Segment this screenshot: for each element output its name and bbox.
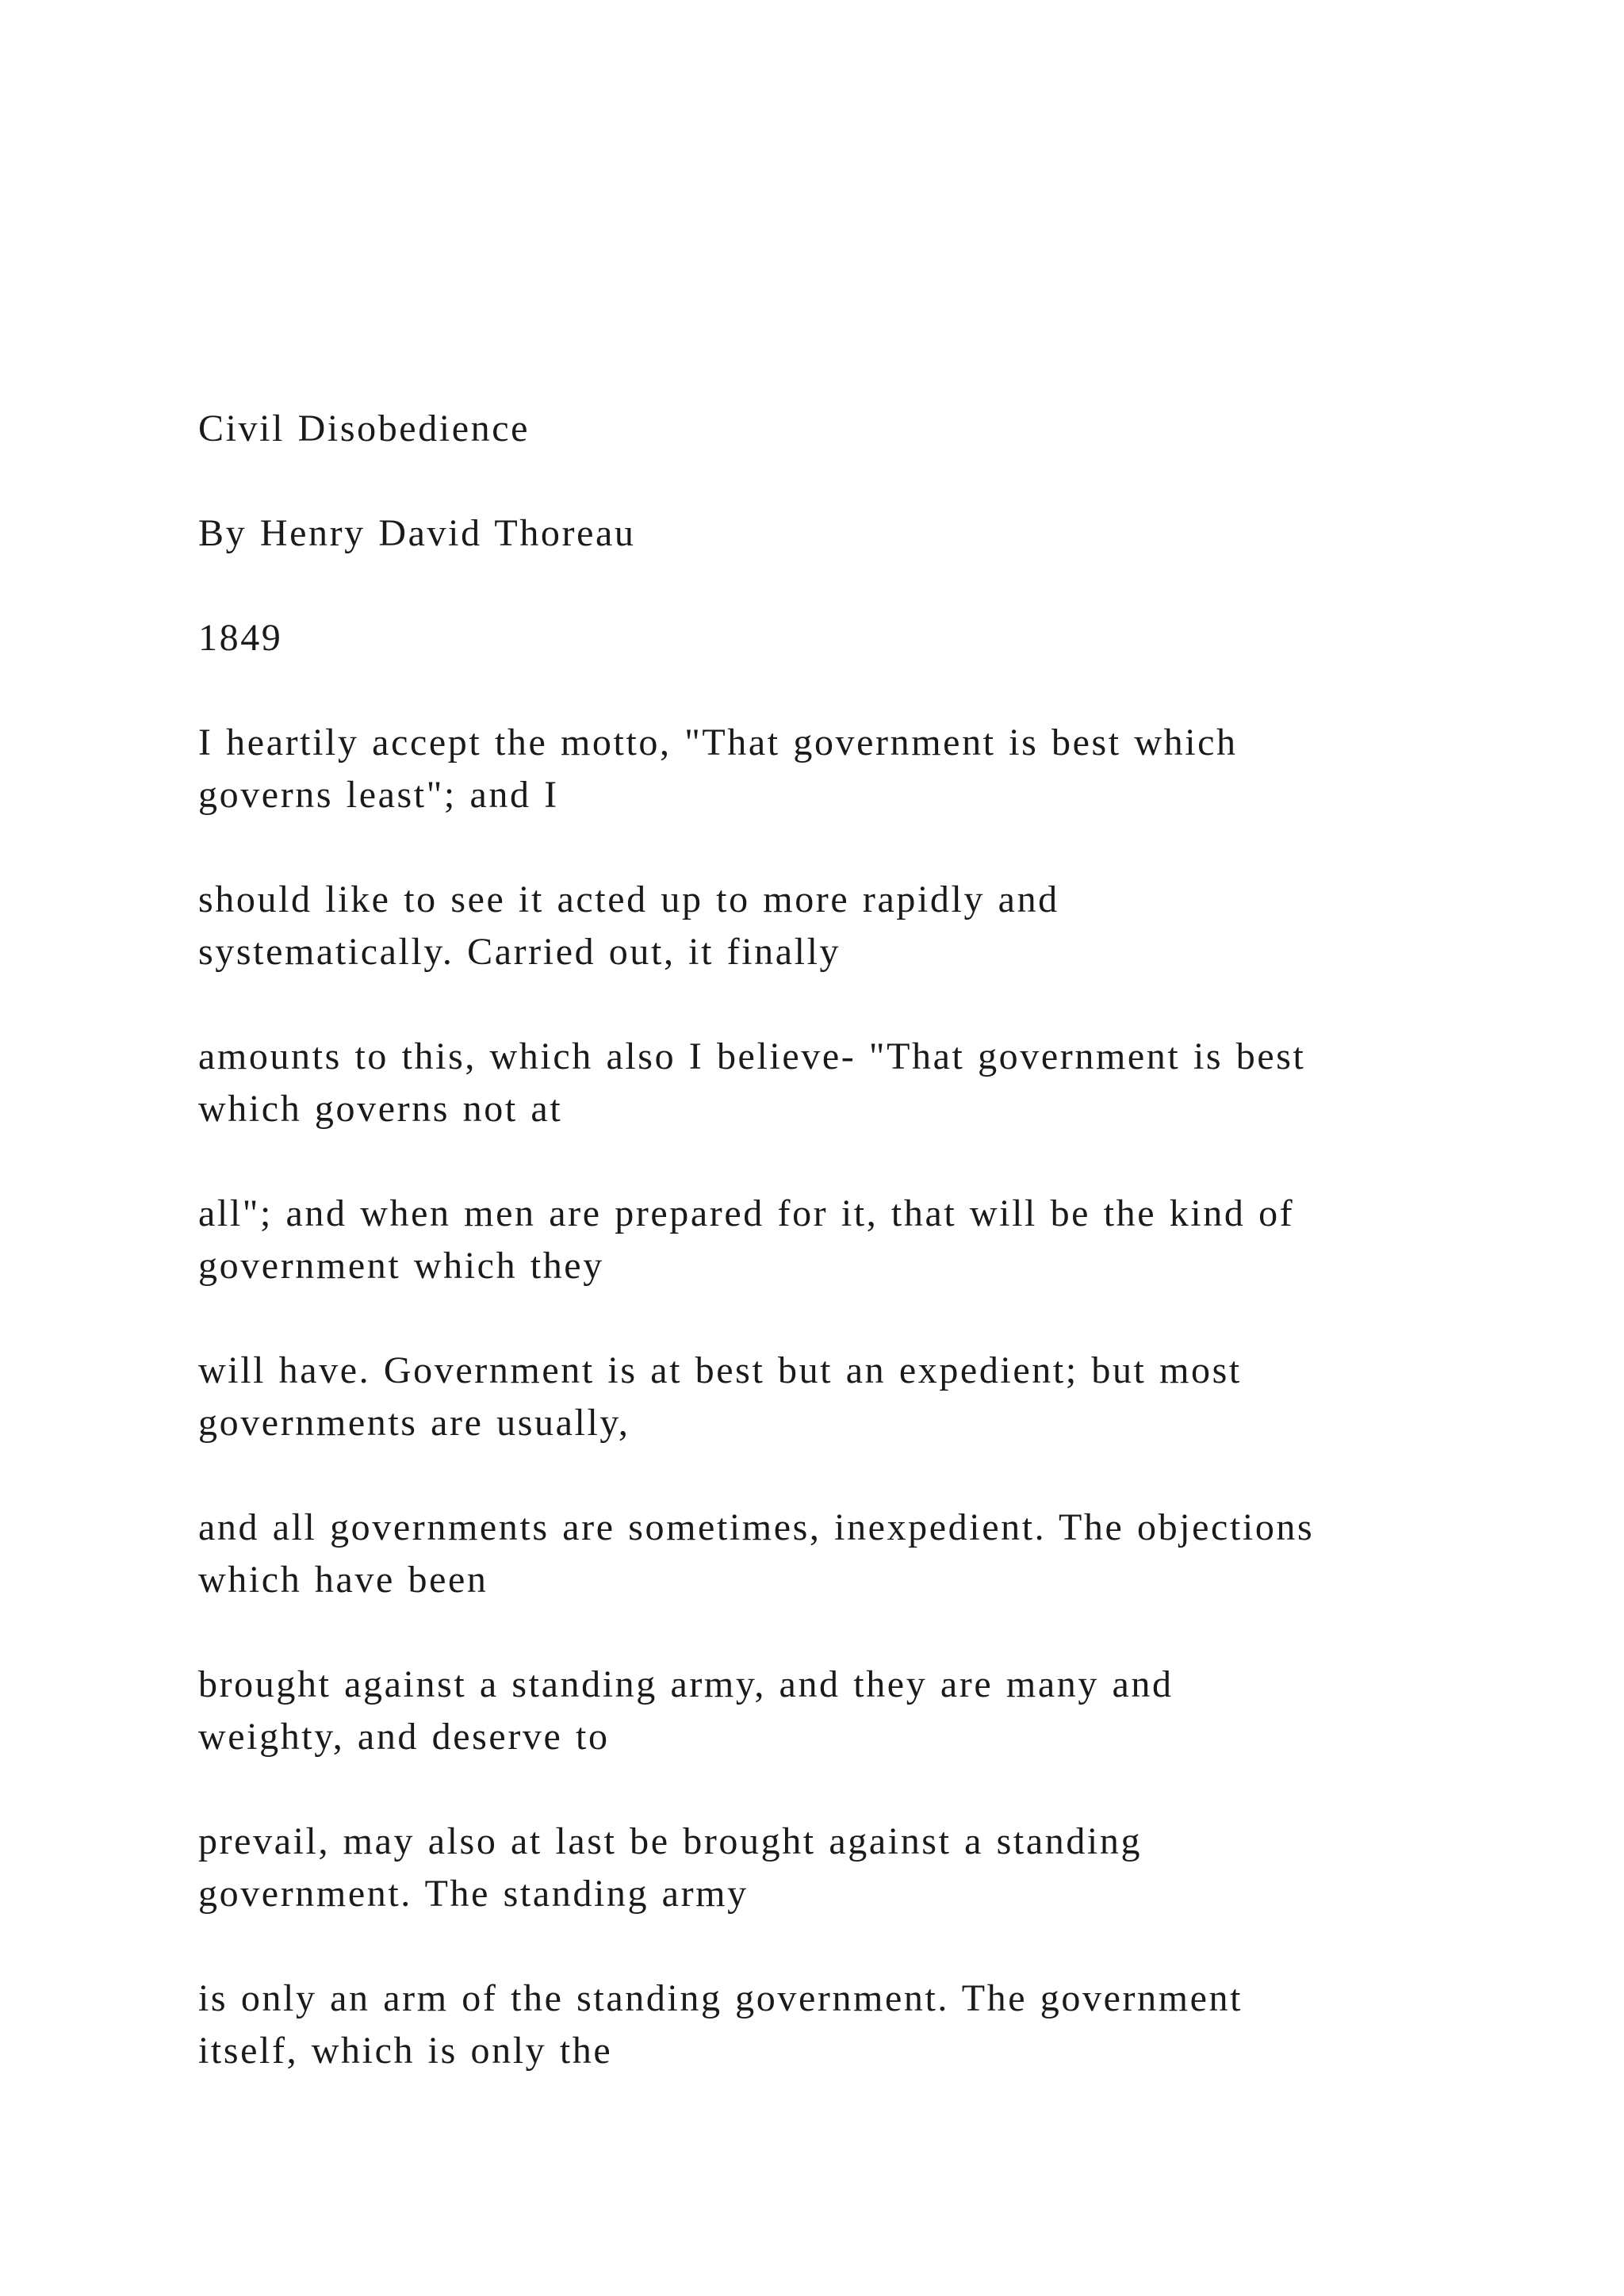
document-year (198, 612, 1546, 664)
byline-line: By Henry David Thoreau (198, 512, 636, 554)
paragraph-line: brought against a standing army, and they are many and (198, 1663, 1174, 1705)
title-line: Civil Disobedience (198, 408, 530, 450)
paragraph (198, 717, 1546, 821)
paragraph-line: which governs not at (198, 1088, 563, 1130)
paragraph-line: which have been (198, 1559, 488, 1601)
document-body (198, 403, 1546, 2130)
paragraph-line: and all governments are sometimes, inexpedient. The objections (198, 1506, 1315, 1548)
paragraph (198, 1659, 1546, 1763)
paragraph (198, 1502, 1546, 1606)
paragraph-line: itself, which is only the (198, 2030, 613, 2072)
paragraph-line: all"; and when men are prepared for it, that will be the kind of (198, 1192, 1295, 1234)
paragraph-line: government. The standing army (198, 1873, 749, 1915)
paragraph-line: systematically. Carried out, it finally (198, 931, 841, 973)
year-line: 1849 (198, 617, 283, 659)
paragraph-line: is only an arm of the standing government. The government (198, 1977, 1243, 2019)
paragraph-line: government which they (198, 1245, 604, 1287)
paragraph-line: will have. Government is at best but an expedient; but most (198, 1349, 1242, 1391)
paragraph (198, 1816, 1546, 1920)
paragraph-line: weighty, and deserve to (198, 1716, 610, 1758)
paragraph (198, 1973, 1546, 2077)
paragraph (198, 1031, 1546, 1135)
paragraph-line: I heartily accept the motto, "That government is best which (198, 721, 1238, 763)
document-byline (198, 507, 1546, 560)
document-title (198, 403, 1546, 455)
paragraph (198, 874, 1546, 978)
paragraph (198, 1345, 1546, 1449)
paragraph-line: prevail, may also at last be brought against a standing (198, 1820, 1143, 1862)
paragraph-line: governments are usually, (198, 1402, 630, 1444)
paragraph (198, 1188, 1546, 1292)
paragraph-line: amounts to this, which also I believe- "That government is best (198, 1035, 1306, 1077)
paragraph-line: governs least"; and I (198, 774, 559, 816)
paragraph-line: should like to see it acted up to more rapidly and (198, 878, 1059, 920)
